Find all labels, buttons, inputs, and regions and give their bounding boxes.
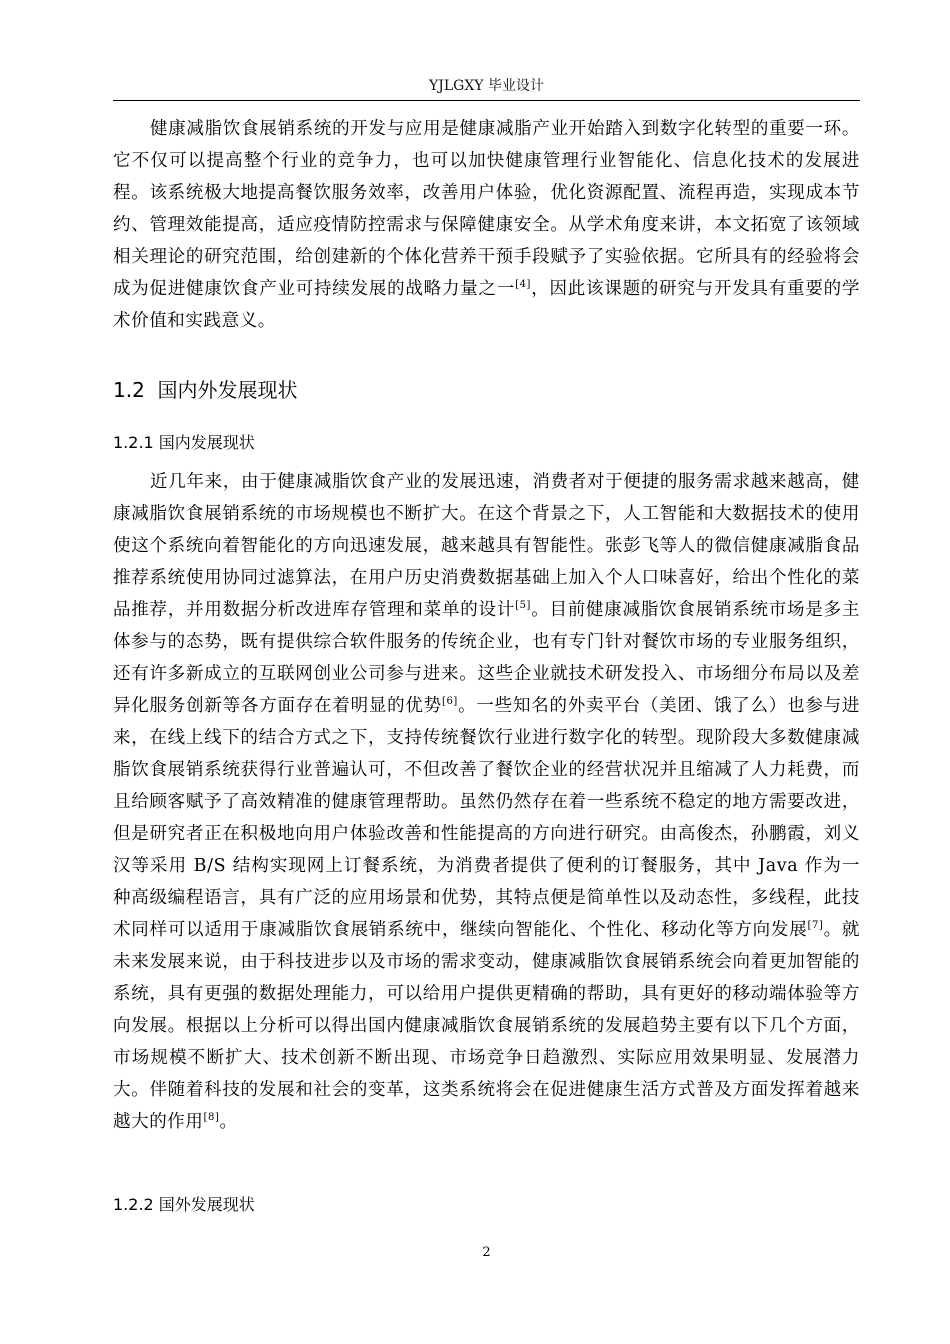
- running-header: YJLGXY 毕业设计: [429, 78, 544, 94]
- citation: [7]: [807, 920, 824, 932]
- section-number: 1.2: [113, 378, 145, 402]
- domestic-paragraph: [113, 466, 860, 1138]
- section-heading: [113, 376, 298, 404]
- paragraph-text: ，因此该课题的研究与开发具有重要的学术价值和实践意义。: [113, 279, 860, 331]
- paragraph-text: 健康减脂饮食展销系统的开发与应用是健康减脂产业开始踏入到数字化转型的重要一环。它不仅可以提高整个行业的竞争力，也可以加快健康管理行业智能化、信息化技术的发展进程。该系统极大地提高餐饮服务效率，改善用户体验，优化资源配置、流程再造，实现成本节约、管理效能提高，适应疫情防控需求与保障健康安全。从学术角度来讲，本文拓宽了该领域相关理论的研究范围，给创建新的个体化营养干预手段赋予了实验依据。它所具有的经验将会成为促进健康饮食产业可持续发展的战略力量之一: [113, 119, 860, 299]
- citation: [5]: [515, 600, 532, 612]
- paragraph-text: 。: [219, 1112, 238, 1132]
- paragraph-text: 近几年来，由于健康减脂饮食产业的发展迅速，消费者对于便捷的服务需求越来越高，健康减脂饮食展销系统的市场规模也不断扩大。在这个背景之下，人工智能和大数据技术的使用使这个系统向着智能化的方向迅速发展，越来越具有智能性。张彭飞等人的微信健康减脂食品推荐系统使用协同过滤算法，在用户历史消费数据基础上加入个人口味喜好，给出个性化的菜品推荐，并用数据分析改进库存管理和菜单的设计: [113, 472, 860, 620]
- citation: [4]: [515, 279, 532, 291]
- paragraph-text: 。就未来发展来说，由于科技进步以及市场的需求变动，健康减脂饮食展销系统会向着更加智能的系统，具有更强的数据处理能力，可以给用户提供更精确的帮助，具有更好的移动端体验等方向发展。根据以上分析可以得出国内健康减脂饮食展销系统的发展趋势主要有以下几个方面，市场规模不断扩大、技术创新不断出现、市场竞争日趋激烈、实际应用效果明显、发展潜力大。伴随着科技的发展和社会的变革，这类系统将会在促进健康生活方式普及方面发挥着越来越大的作用: [113, 920, 861, 1132]
- subsection-heading-foreign: 1.2.2 国外发展现状: [113, 1195, 255, 1214]
- intro-paragraph: [113, 113, 860, 337]
- citation: [8]: [203, 1112, 220, 1124]
- header-rule: [113, 100, 860, 101]
- page-number: 2: [482, 1245, 491, 1260]
- section-title: 国内外发展现状: [157, 378, 298, 402]
- subsection-heading-domestic: 1.2.1 国内发展现状: [113, 433, 255, 452]
- citation: [6]: [441, 696, 458, 708]
- paragraph-text: 。目前健康减脂饮食展销系统市场是多主体参与的态势，既有提供综合软件服务的传统企业，也有专门针对餐饮市场的专业服务组织，还有许多新成立的互联网创业公司参与进来。这些企业就技术研发投入、市场细分布局以及差异化服务创新等各方面存在着明显的优势: [113, 600, 860, 716]
- paragraph-text: 。一些知名的外卖平台（美团、饿了么）也参与进来，在线上线下的结合方式之下，支持传统餐饮行业进行数字化的转型。现阶段大多数健康减脂饮食展销系统获得行业普遍认可，不但改善了餐饮企业的经营状况并且缩减了人力耗费，而且给顾客赋予了高效精准的健康管理帮助。虽然仍然存在着一些系统不稳定的地方需要改进，但是研究者正在积极地向用户体验改善和性能提高的方向进行研究。由高俊杰，孙鹏霞，刘义汉等采用 B/S 结构实现网上订餐系统，为消费者提供了便利的订餐服务，其中 Java 作为一种高级编程语言，具有广泛的应用场景和优势，其特点便是简单性以及动态性，多线程，此技术同样可以适用于康减脂饮食展销系统中，继续向智能化、个性化、移动化等方向发展: [113, 696, 860, 940]
